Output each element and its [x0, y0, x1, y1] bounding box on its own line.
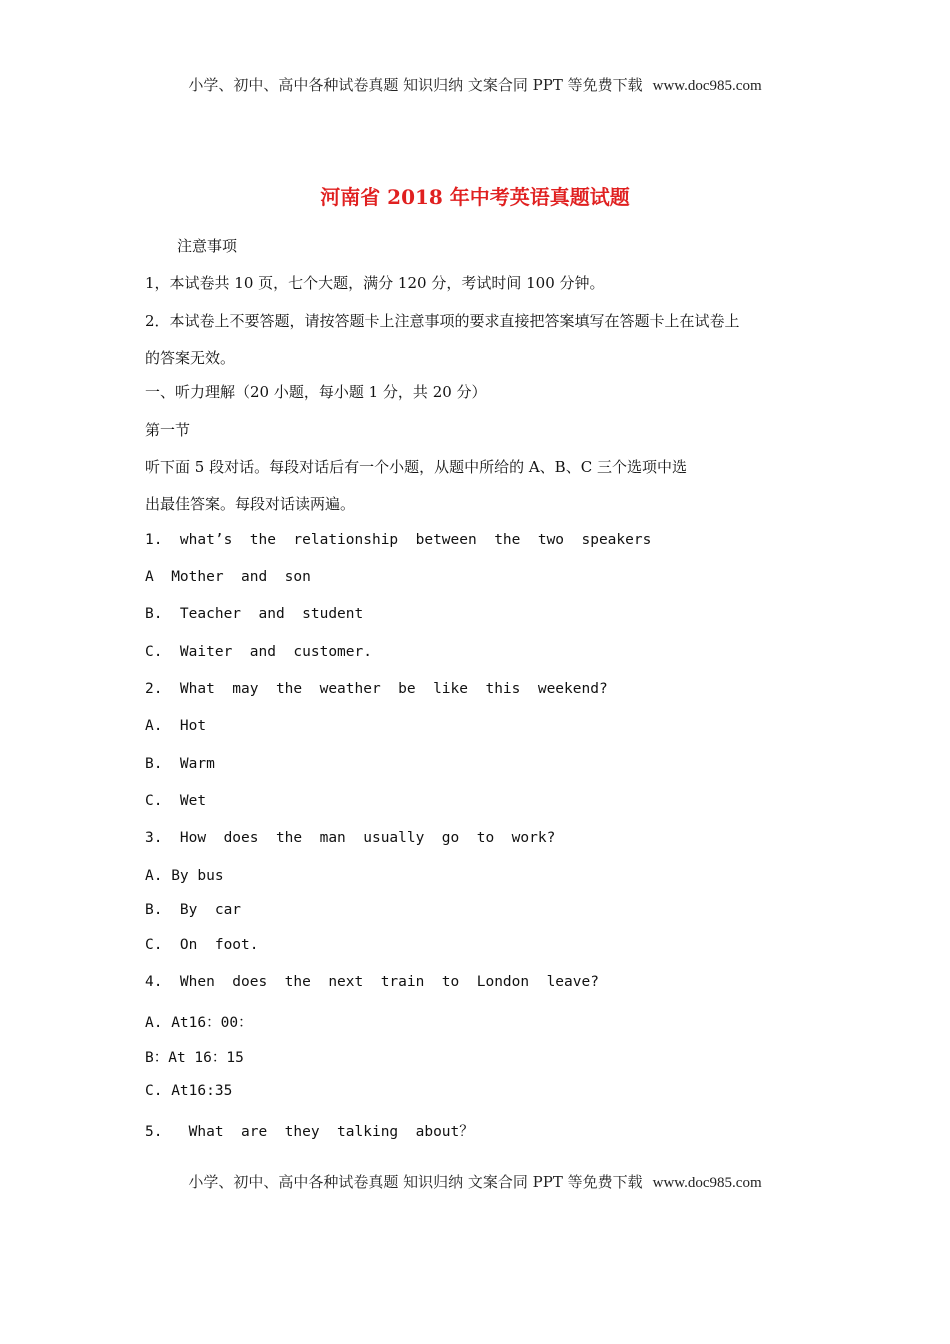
section-heading: 一、听力理解（20 小题，每小题 1 分，共 20 分）	[145, 383, 487, 401]
notice-item-2-line-2: 的答案无效。	[145, 349, 236, 367]
question-3-option-a: A. By bus	[145, 868, 224, 884]
header-banner	[0, 74, 950, 95]
question-5: 5. What are they talking about？	[145, 1124, 474, 1140]
notice-item-1: 1，本试卷共 10 页，七个大题，满分 120 分，考试时间 100 分钟。	[145, 274, 605, 292]
question-1: 1. what’s the relationship between the two speakers	[145, 532, 652, 548]
notice-heading: 注意事项	[177, 237, 238, 255]
question-3: 3. How does the man usually go to work?	[145, 830, 556, 846]
footer-banner-text: 小学、初中、高中各种试卷真题 知识归纳 文案合同 PPT 等免费下载	[188, 1173, 643, 1191]
question-4: 4. When does the next train to London leave?	[145, 974, 599, 990]
section-part: 第一节	[145, 421, 191, 439]
question-3-option-b: B. By car	[145, 902, 242, 918]
footer-banner	[0, 1171, 950, 1192]
question-2: 2. What may the weather be like this weekend?	[145, 681, 608, 697]
question-4-option-a: A. At16：00：	[145, 1015, 253, 1031]
question-1-option-a: A Mother and son	[145, 569, 311, 585]
document-title: 河南省 2018 年中考英语真题试题	[320, 185, 630, 209]
question-3-option-c: C. On foot.	[145, 937, 259, 953]
instructions-line-1: 听下面 5 段对话。每段对话后有一个小题，从题中所给的 A、B、C 三个选项中选	[145, 458, 687, 476]
question-2-option-a: A. Hot	[145, 718, 207, 734]
footer-banner-url[interactable]: www.doc985.com	[652, 1175, 762, 1191]
question-1-option-b: B. Teacher and student	[145, 606, 364, 622]
header-banner-url[interactable]: www.doc985.com	[652, 78, 762, 94]
question-4-option-b: B：At 16：15	[145, 1050, 244, 1066]
question-1-option-c: C. Waiter and customer.	[145, 644, 372, 660]
instructions-line-2: 出最佳答案。每段对话读两遍。	[145, 495, 356, 513]
question-2-option-b: B. Warm	[145, 756, 215, 772]
header-banner-text: 小学、初中、高中各种试卷真题 知识归纳 文案合同 PPT 等免费下载	[188, 76, 643, 94]
question-4-option-c: C. At16:35	[145, 1083, 233, 1099]
notice-item-2-line-1: 2．本试卷上不要答题，请按答题卡上注意事项的要求直接把答案填写在答题卡上在试卷上	[145, 312, 740, 330]
question-2-option-c: C. Wet	[145, 793, 207, 809]
